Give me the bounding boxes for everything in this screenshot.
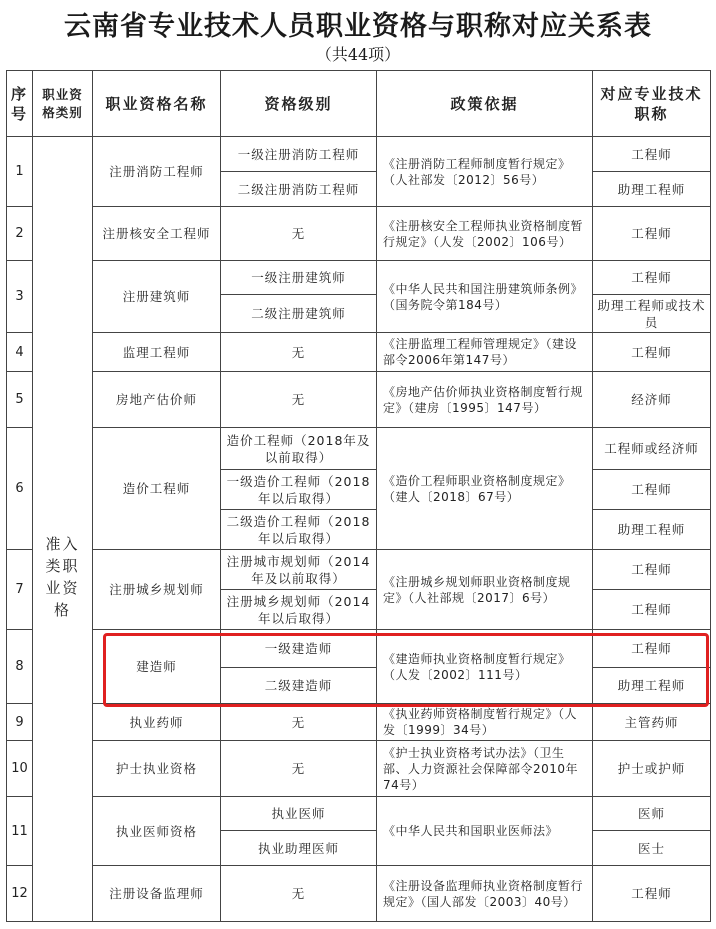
table-row — [7, 630, 711, 668]
row-title: 医士 — [593, 831, 711, 866]
row-title: 护士或护师 — [593, 741, 711, 797]
row-title: 助理工程师或技术员 — [593, 295, 711, 333]
header-title: 对应专业技术职称 — [593, 71, 711, 137]
header-category: 职业资格类别 — [33, 71, 93, 137]
table-row — [7, 741, 711, 797]
row-title: 工程师 — [593, 470, 711, 510]
row-name: 执业医师资格 — [93, 797, 221, 866]
table-row — [7, 372, 711, 428]
row-level: 无 — [221, 333, 377, 372]
row-title: 医师 — [593, 797, 711, 831]
category-cell — [33, 137, 93, 922]
row-policy: 《执业药师资格制度暂行规定》（人发〔1999〕34号） — [377, 704, 593, 741]
header-level: 资格级别 — [221, 71, 377, 137]
row-policy: 《中华人民共和国注册建筑师条例》（国务院令第184号） — [377, 261, 593, 333]
qualification-table — [6, 70, 711, 922]
row-title: 助理工程师 — [593, 510, 711, 550]
table-row — [7, 261, 711, 295]
row-title: 工程师 — [593, 333, 711, 372]
row-name: 执业药师 — [93, 704, 221, 741]
row-seq: 5 — [7, 372, 33, 428]
table-row — [7, 137, 711, 172]
row-title: 主管药师 — [593, 704, 711, 741]
row-name: 注册消防工程师 — [93, 137, 221, 207]
row-name: 建造师 — [93, 630, 221, 704]
row-level: 执业助理医师 — [221, 831, 377, 866]
table-row — [7, 797, 711, 831]
row-policy: 《注册城乡规划师职业资格制度规定》（人社部规〔2017〕6号） — [377, 550, 593, 630]
row-seq: 12 — [7, 866, 33, 922]
row-name: 护士执业资格 — [93, 741, 221, 797]
row-name: 注册城乡规划师 — [93, 550, 221, 630]
header-row — [7, 71, 711, 137]
row-title: 工程师 — [593, 550, 711, 590]
row-title: 经济师 — [593, 372, 711, 428]
row-seq: 1 — [7, 137, 33, 207]
page-title: 云南省专业技术人员职业资格与职称对应关系表 — [64, 11, 652, 42]
row-seq: 7 — [7, 550, 33, 630]
row-title: 助理工程师 — [593, 172, 711, 207]
row-policy: 《注册监理工程师管理规定》（建设部令2006年第147号） — [377, 333, 593, 372]
row-level: 无 — [221, 372, 377, 428]
row-name: 房地产估价师 — [93, 372, 221, 428]
row-level: 一级建造师 — [221, 630, 377, 668]
table-row — [7, 333, 711, 372]
row-level: 注册城乡规划师（2014年以后取得） — [221, 590, 377, 630]
row-title: 工程师 — [593, 590, 711, 630]
row-level: 一级注册建筑师 — [221, 261, 377, 295]
row-name: 注册核安全工程师 — [93, 207, 221, 261]
header-seq: 序号 — [7, 71, 33, 137]
row-level: 无 — [221, 704, 377, 741]
row-policy: 《护士执业资格考试办法》（卫生部、人力资源社会保障部令2010年74号） — [377, 741, 593, 797]
row-policy: 《建造师执业资格制度暂行规定》（人发〔2002〕111号） — [377, 630, 593, 704]
header-policy: 政策依据 — [377, 71, 593, 137]
row-level: 一级造价工程师（2018年以后取得） — [221, 470, 377, 510]
row-seq: 11 — [7, 797, 33, 866]
row-policy: 《中华人民共和国职业医师法》 — [377, 797, 593, 866]
row-title: 工程师 — [593, 137, 711, 172]
row-name: 监理工程师 — [93, 333, 221, 372]
row-level: 二级建造师 — [221, 668, 377, 704]
row-policy: 《造价工程师职业资格制度规定》（建人〔2018〕67号） — [377, 428, 593, 550]
row-level: 一级注册消防工程师 — [221, 137, 377, 172]
row-level: 二级注册建筑师 — [221, 295, 377, 333]
row-name: 造价工程师 — [93, 428, 221, 550]
table-row — [7, 704, 711, 741]
row-seq: 6 — [7, 428, 33, 550]
row-level: 注册城市规划师（2014年及以前取得） — [221, 550, 377, 590]
row-title: 工程师 — [593, 261, 711, 295]
row-seq: 9 — [7, 704, 33, 741]
row-name: 注册设备监理师 — [93, 866, 221, 922]
table-row — [7, 866, 711, 922]
row-level: 二级注册消防工程师 — [221, 172, 377, 207]
row-level: 无 — [221, 741, 377, 797]
table-row — [7, 550, 711, 590]
row-level: 二级造价工程师（2018年以后取得） — [221, 510, 377, 550]
row-title: 工程师 — [593, 630, 711, 668]
row-level: 无 — [221, 866, 377, 922]
row-seq: 8 — [7, 630, 33, 704]
row-seq: 2 — [7, 207, 33, 261]
row-policy: 《注册核安全工程师执业资格制度暂行规定》（人发〔2002〕106号） — [377, 207, 593, 261]
category-label: 准入类职业资格 — [45, 535, 80, 619]
table-row — [7, 428, 711, 470]
header-name: 职业资格名称 — [93, 71, 221, 137]
row-title: 工程师或经济师 — [593, 428, 711, 470]
row-title: 工程师 — [593, 207, 711, 261]
page-subtitle: （共44项） — [315, 45, 401, 64]
row-level: 无 — [221, 207, 377, 261]
row-title: 工程师 — [593, 866, 711, 922]
row-level: 执业医师 — [221, 797, 377, 831]
row-seq: 4 — [7, 333, 33, 372]
row-seq: 3 — [7, 261, 33, 333]
row-level: 造价工程师（2018年及以前取得） — [221, 428, 377, 470]
row-title: 助理工程师 — [593, 668, 711, 704]
row-seq: 10 — [7, 741, 33, 797]
row-policy: 《注册设备监理师执业资格制度暂行规定》（国人部发〔2003〕40号） — [377, 866, 593, 922]
row-policy: 《房地产估价师执业资格制度暂行规定》（建房〔1995〕147号） — [377, 372, 593, 428]
table-row — [7, 207, 711, 261]
row-policy: 《注册消防工程师制度暂行规定》（人社部发〔2012〕56号） — [377, 137, 593, 207]
row-name: 注册建筑师 — [93, 261, 221, 333]
